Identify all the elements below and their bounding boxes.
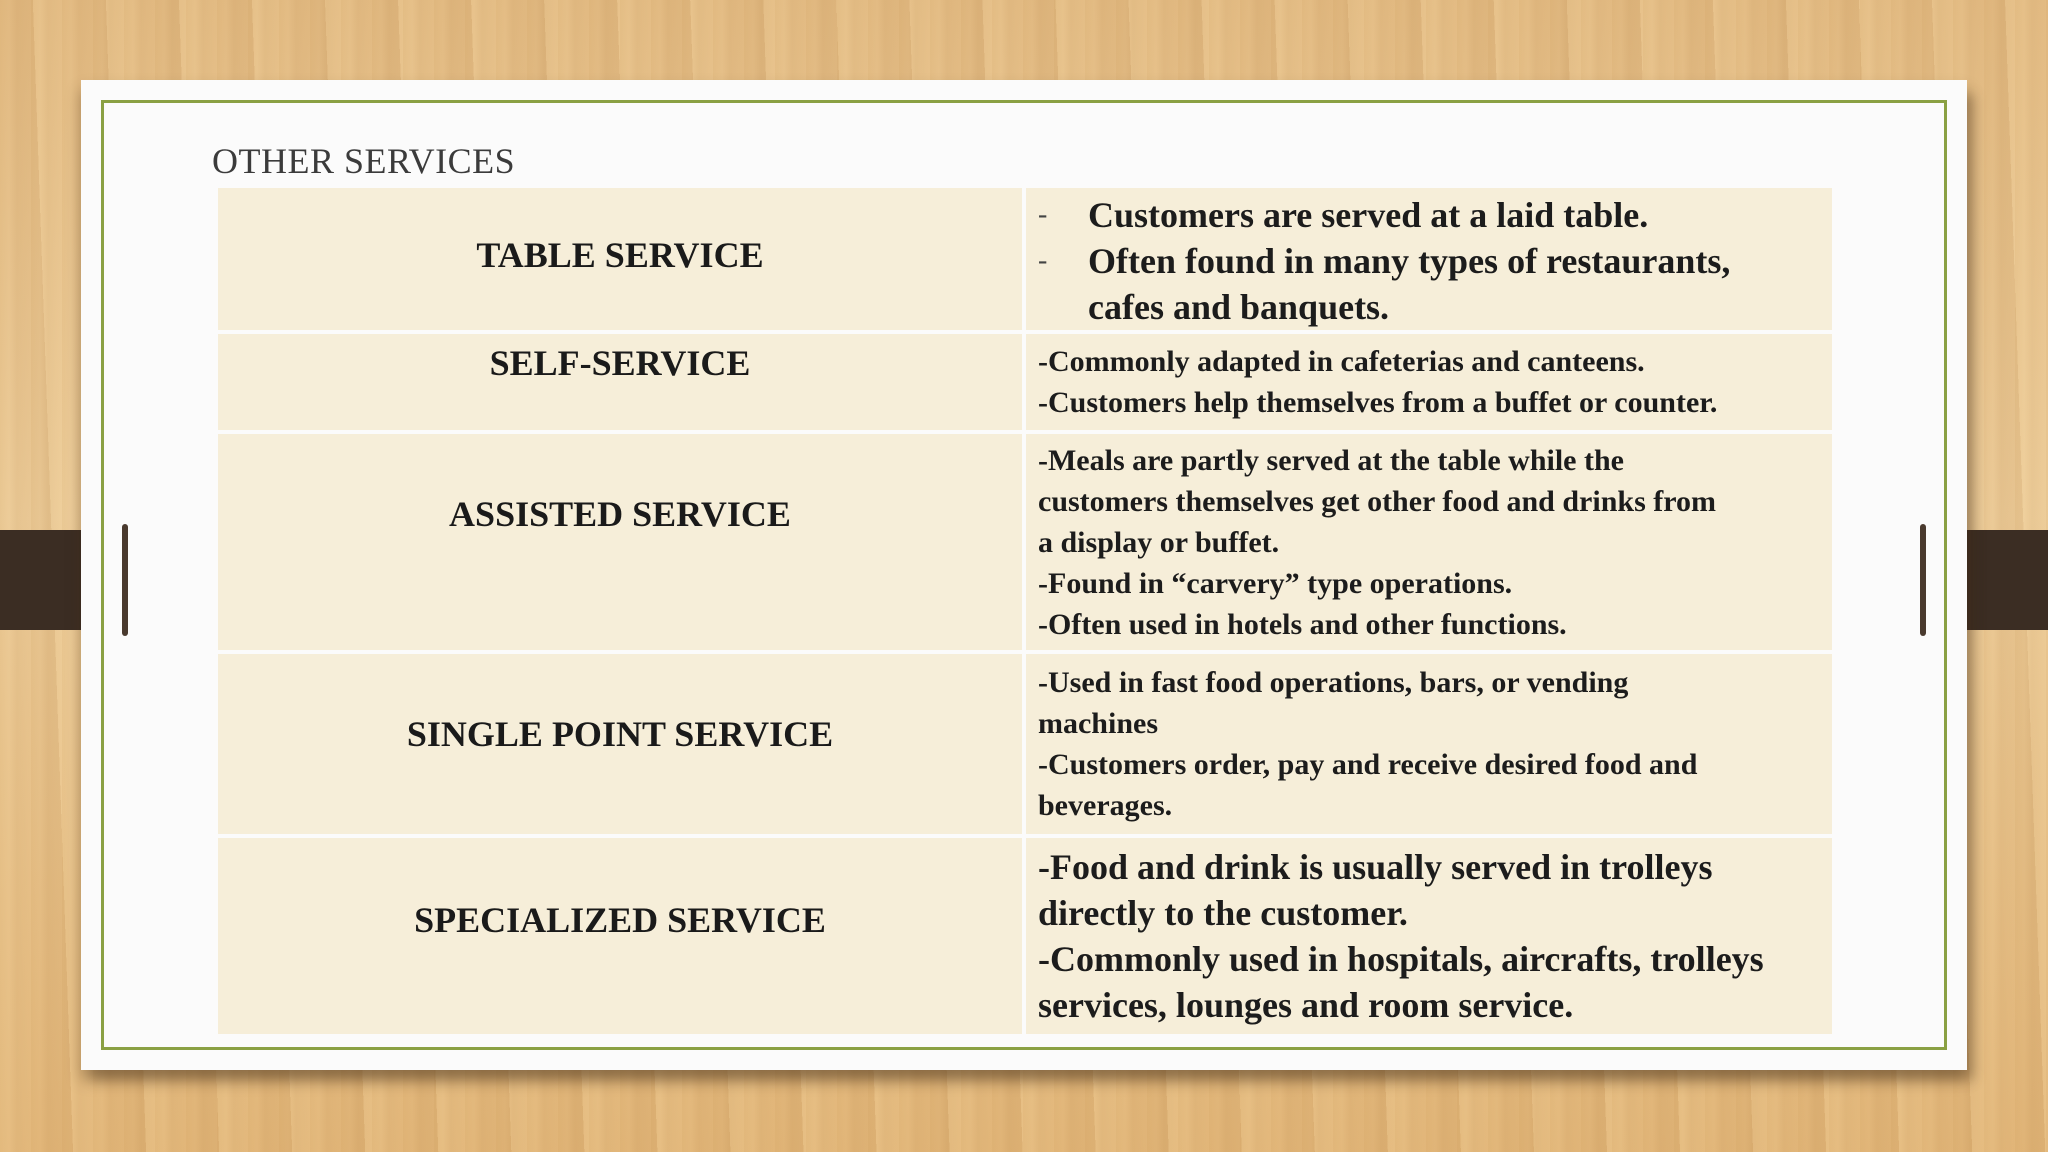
- table-row: [218, 188, 1832, 330]
- right-band-clip: [1920, 524, 1926, 636]
- service-name: TABLE SERVICE: [476, 235, 764, 275]
- bullet-item: [1038, 284, 1822, 330]
- services-table: [214, 184, 1836, 1038]
- description-line: a display or buffet.: [1038, 525, 1280, 559]
- description-line: directly to the customer.: [1038, 893, 1408, 933]
- service-description-cell: [1026, 434, 1832, 650]
- table-row: [218, 654, 1832, 834]
- service-description-cell: [1026, 188, 1832, 330]
- service-name-cell: [218, 654, 1022, 834]
- description-line: -Customers order, pay and receive desired food and: [1038, 748, 1698, 781]
- bullet-item: [1038, 192, 1822, 238]
- description-line: -Found in “carvery” type operations.: [1038, 566, 1513, 600]
- service-name-cell: [218, 838, 1022, 1034]
- bullet-text: cafes and banquets.: [1088, 287, 1390, 327]
- description-line: -Often used in hotels and other functions.: [1038, 607, 1567, 641]
- service-description-cell: [1026, 838, 1832, 1034]
- bullet-text: Customers are served at a laid table.: [1088, 195, 1649, 235]
- description-line: beverages.: [1038, 789, 1173, 822]
- service-name-cell: [218, 334, 1022, 430]
- service-description-cell: [1026, 654, 1832, 834]
- description-line: -Commonly adapted in cafeterias and canteens.: [1038, 345, 1645, 378]
- description-line: machines: [1038, 707, 1158, 740]
- service-name: ASSISTED SERVICE: [449, 494, 791, 534]
- description-line: -Commonly used in hospitals, aircrafts, trolleys: [1038, 939, 1764, 979]
- bullet-text: Often found in many types of restaurants,: [1088, 241, 1731, 281]
- bullet-dash: -: [1038, 199, 1048, 230]
- service-name-cell: [218, 434, 1022, 650]
- service-name: SPECIALIZED SERVICE: [414, 900, 826, 940]
- table-row: [218, 838, 1832, 1034]
- bullet-dash: -: [1038, 245, 1048, 276]
- bullet-item: [1038, 238, 1822, 284]
- description-line: -Customers help themselves from a buffet or counter.: [1038, 386, 1718, 419]
- table-row: [218, 434, 1832, 650]
- service-name: SINGLE POINT SERVICE: [406, 714, 834, 754]
- description-line: -Used in fast food operations, bars, or vending: [1038, 666, 1629, 699]
- left-band-clip: [122, 524, 128, 636]
- table-row: [218, 334, 1832, 430]
- description-line: customers themselves get other food and drinks from: [1038, 484, 1717, 518]
- description-line: -Meals are partly served at the table while the: [1038, 443, 1624, 477]
- slide-title: OTHER SERVICES: [212, 141, 516, 181]
- service-description-cell: [1026, 334, 1832, 430]
- service-name-cell: [218, 188, 1022, 330]
- description-line: -Food and drink is usually served in trolleys: [1038, 847, 1713, 887]
- service-name: SELF-SERVICE: [489, 343, 751, 383]
- description-line: services, lounges and room service.: [1038, 985, 1574, 1025]
